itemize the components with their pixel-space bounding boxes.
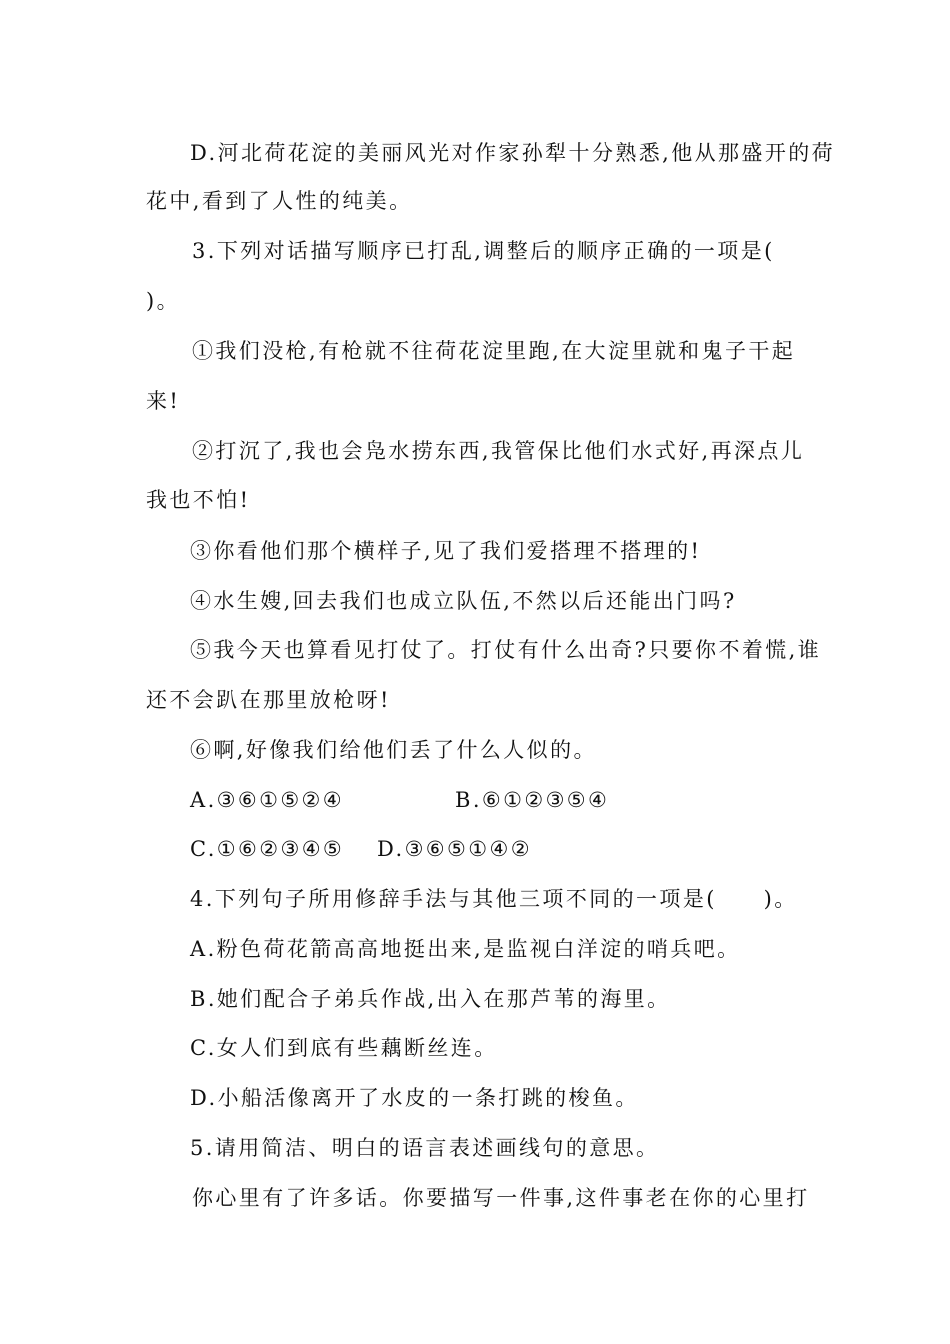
text-line: 来! xyxy=(146,389,181,413)
text-line: 花中,看到了人性的纯美。 xyxy=(146,189,413,213)
text-line: D.河北荷花淀的美丽风光对作家孙犁十分熟悉,他从那盛开的荷 xyxy=(190,141,836,165)
dialogue-line-2: ②打沉了,我也会凫水捞东西,我管保比他们水式好,再深点儿 xyxy=(192,439,805,463)
dialogue-line-5: ⑤我今天也算看见打仗了。打仗有什么出奇?只要你不着慌,谁 xyxy=(190,638,822,662)
option-a: A.③⑥①⑤②④ xyxy=(190,788,344,812)
option-c: C.①⑥②③④⑤ xyxy=(190,837,345,861)
text-line: 还不会趴在那里放枪呀! xyxy=(146,688,391,712)
dialogue-line-3: ③你看他们那个横样子,见了我们爱搭理不搭理的! xyxy=(190,539,702,563)
question-3-stem: 3.下列对话描写顺序已打乱,调整后的顺序正确的一项是( xyxy=(192,239,775,263)
option-d: D.小船活像离开了水皮的一条打跳的梭鱼。 xyxy=(190,1086,639,1110)
option-c: C.女人们到底有些藕断丝连。 xyxy=(190,1036,498,1060)
text-line: 我也不怕! xyxy=(146,488,251,512)
question-4-stem: 4.下列句子所用修辞手法与其他三项不同的一项是( )。 xyxy=(190,887,798,911)
question-5-stem: 5.请用简洁、明白的语言表述画线句的意思。 xyxy=(190,1136,660,1160)
text-line: )。 xyxy=(146,289,180,313)
dialogue-line-6: ⑥啊,好像我们给他们丢了什么人似的。 xyxy=(190,738,597,762)
option-b: B.⑥①②③⑤④ xyxy=(455,788,610,812)
dialogue-line-4: ④水生嫂,回去我们也成立队伍,不然以后还能出门吗? xyxy=(190,589,737,613)
option-a: A.粉色荷花箭高高地挺出来,是监视白洋淀的哨兵吧。 xyxy=(190,937,741,961)
passage-line: 你心里有了许多话。你要描写一件事,这件事老在你的心里打 xyxy=(192,1186,810,1210)
option-b: B.她们配合子弟兵作战,出入在那芦苇的海里。 xyxy=(190,987,671,1011)
dialogue-line-1: ①我们没枪,有枪就不往荷花淀里跑,在大淀里就和鬼子干起 xyxy=(192,339,796,363)
option-d: D.③⑥⑤①④② xyxy=(377,837,532,861)
